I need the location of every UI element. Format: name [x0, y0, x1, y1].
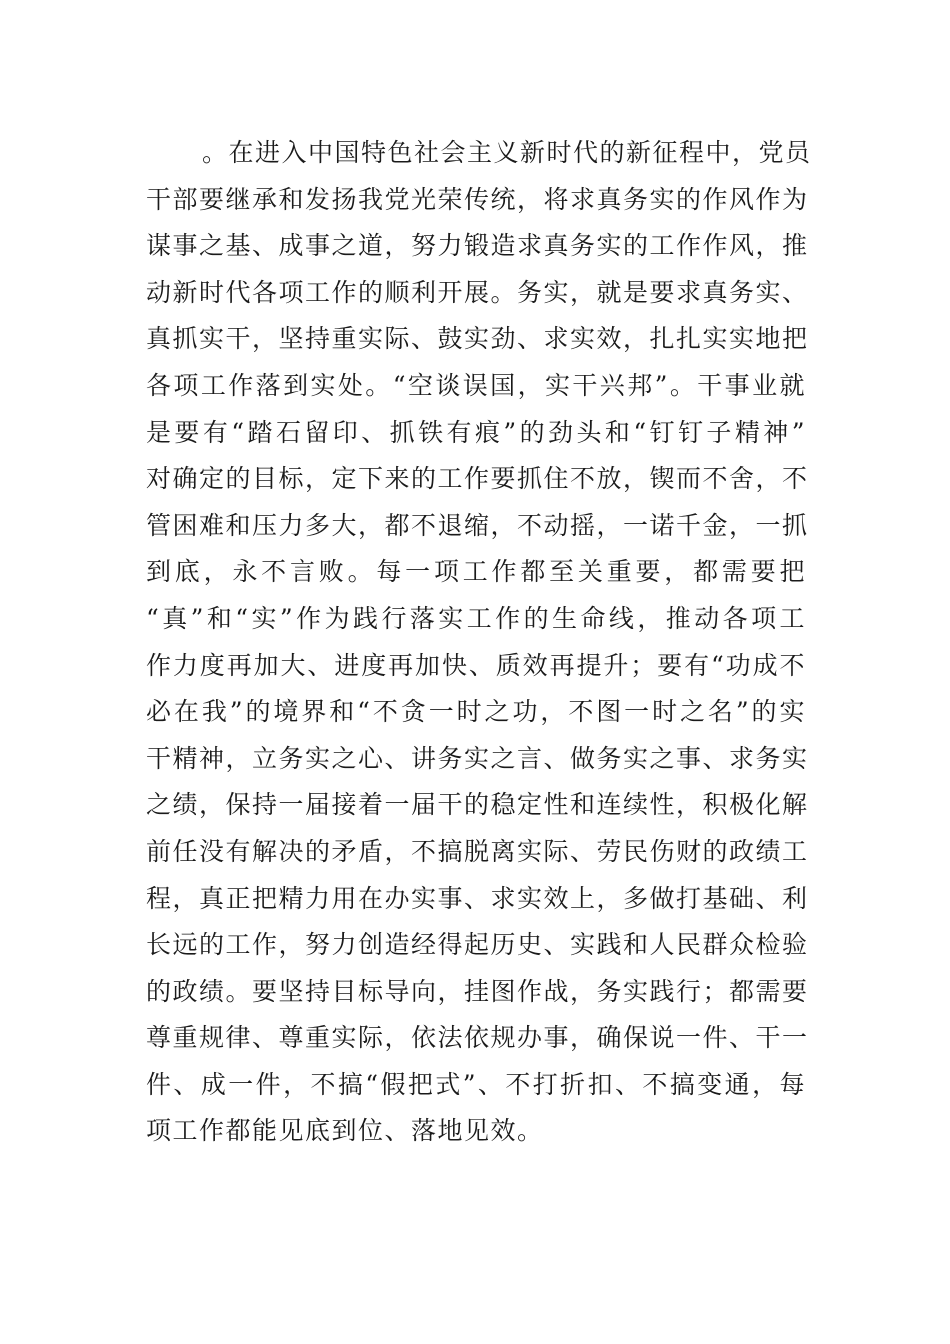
- paragraph-line: 管困难和压力多大，都不退缩，不动摇，一诺千金，一抓: [146, 510, 809, 540]
- paragraph-line: 干部要继承和发扬我党光荣传统，将求真务实的作风作为: [146, 184, 809, 214]
- paragraph-line: 谋事之基、成事之道，努力锻造求真务实的工作作风，推: [146, 231, 809, 261]
- paragraph-line: 。在进入中国特色社会主义新时代的新征程中，党员: [202, 138, 812, 167]
- paragraph-line: 各项工作落到实处。“空谈误国，实干兴邦”。干事业就: [146, 370, 806, 400]
- paragraph-line: “真”和“实”作为践行落实工作的生命线，推动各项工: [146, 603, 806, 633]
- paragraph-line: 真抓实干，坚持重实际、鼓实劲、求实效，扎扎实实地把: [146, 324, 809, 354]
- paragraph-line: 程，真正把精力用在办实事、求实效上，多做打基础、利: [146, 883, 809, 913]
- body-paragraph: [146, 130, 812, 1155]
- paragraph-last-line: 项工作都能见底到位、落地见效。: [146, 1116, 544, 1146]
- paragraph-line: 到底，永不言败。每一项工作都至关重要，都需要把: [146, 557, 806, 587]
- paragraph-line: 是要有“踏石留印、抓铁有痕”的劲头和“钉钉子精神”: [146, 417, 806, 447]
- paragraph-line: 尊重规律、尊重实际，依法依规办事，确保说一件、干一: [146, 1023, 809, 1053]
- paragraph-line: 对确定的目标，定下来的工作要抓住不放，锲而不舍，不: [146, 464, 809, 494]
- paragraph-line: 必在我”的境界和“不贪一时之功，不图一时之名”的实: [146, 697, 806, 727]
- paragraph-line: 之绩，保持一届接着一届干的稳定性和连续性，积极化解: [146, 790, 809, 820]
- paragraph-line: 件、成一件，不搞“假把式”、不打折扣、不搞变通，每: [146, 1069, 806, 1099]
- paragraph-line: 长远的工作，努力创造经得起历史、实践和人民群众检验: [146, 930, 809, 960]
- paragraph-line: 干精神，立务实之心、讲务实之言、做务实之事、求务实: [146, 743, 809, 773]
- paragraph-line: 的政绩。要坚持目标导向，挂图作战，务实践行；都需要: [146, 976, 809, 1006]
- paragraph-line: 动新时代各项工作的顺利开展。务实，就是要求真务实、: [146, 277, 809, 307]
- paragraph-line: 作力度再加大、进度再加快、质效再提升；要有“功成不: [146, 650, 806, 680]
- paragraph-line: 前任没有解决的矛盾，不搞脱离实际、劳民伤财的政绩工: [146, 836, 809, 866]
